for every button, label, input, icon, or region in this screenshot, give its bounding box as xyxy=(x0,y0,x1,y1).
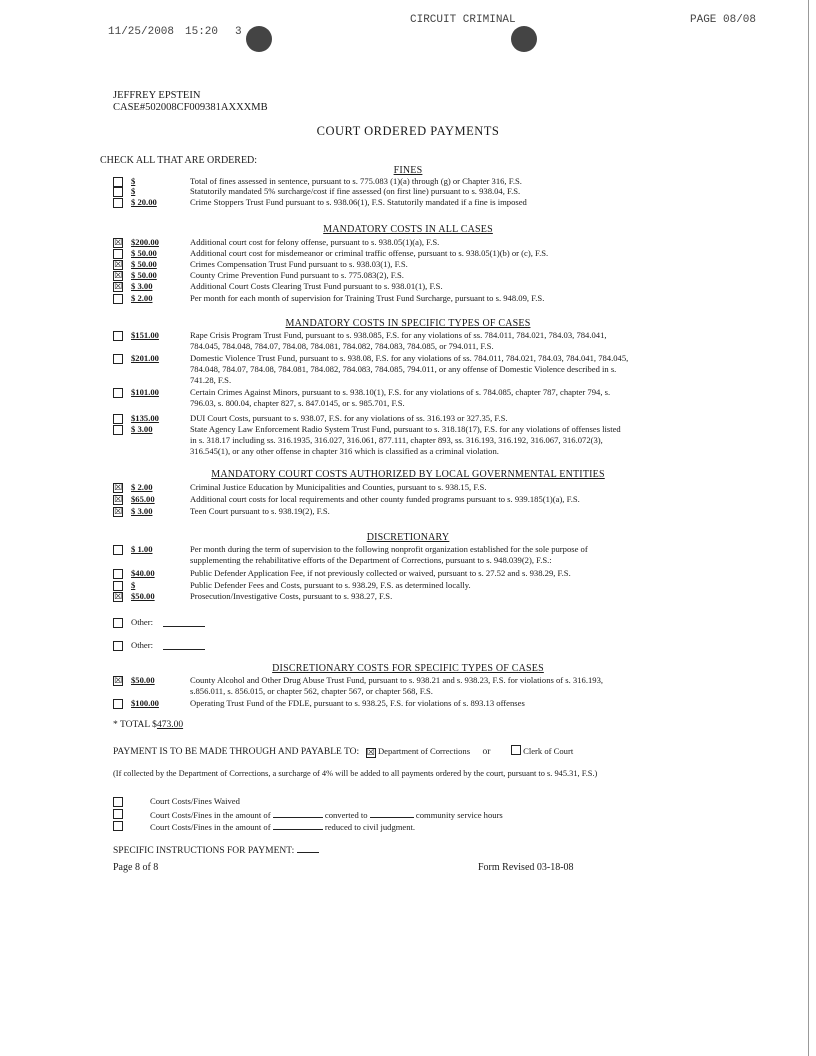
other-label: Other: xyxy=(131,640,153,650)
row-amount: $50.00 xyxy=(131,675,155,685)
row-amount: $151.00 xyxy=(131,330,159,340)
row-amount: $ 20.00 xyxy=(131,197,157,207)
row-amount: $101.00 xyxy=(131,387,159,397)
section-mandatory-specific: MANDATORY COSTS IN SPECIFIC TYPES OF CASES xyxy=(285,318,531,329)
row-description: Domestic Violence Trust Fund, pursuant to s. 938.08, F.S. for any violations of ss. 784.011, 784.021, 784.03, 784.041, 784.045, 784.048, 784.07, 784.08, 784.081, 784.082, 784.083, 784.085, 794.011, or any offense of Domestic Violence described in s. 741.28, F.S. xyxy=(190,353,629,385)
fax-date: 11/25/2008 xyxy=(108,26,175,38)
row-amount: $ xyxy=(131,176,136,186)
row-description: County Alcohol and Other Drug Abuse Trust Fund, pursuant to s. 938.21 and s. 938.23, F.S. for violations of s. 316.193, s.856.011, s. 856.015, or chapter 562, chapter 567, or chapter 568, F.S. xyxy=(190,675,604,696)
total-value: 473.00 xyxy=(156,720,184,730)
reduced-text xyxy=(150,820,415,833)
row-amount: $ 50.00 xyxy=(131,248,157,258)
row-description: Crimes Compensation Trust Fund pursuant to s. 938.03(1), F.S. xyxy=(190,259,408,269)
waived-label: Court Costs/Fines Waived xyxy=(150,796,240,806)
row-description: Total of fines assessed in sentence, pursuant to s. 775.083 (1)(a) through (g) or Chapter 316, F.S. xyxy=(190,176,522,186)
row-description: Certain Crimes Against Minors, pursuant to s. 938.10(1), F.S. for any violations of s. 784.085, chapter 787, chapter 794, s. 796.03, s. 800.04, chapter 827, s. 847.0145, or s. 985.701, F.S. xyxy=(190,387,611,408)
waived-checkbox[interactable] xyxy=(113,797,123,807)
row-amount: $ xyxy=(131,186,136,196)
row-description: Operating Trust Fund of the FDLE, pursuant to s. 938.25, F.S. for violations of s. 893.13 offenses xyxy=(190,698,525,708)
row-description: Additional Court Costs Clearing Trust Fund pursuant to s. 938.01(1), F.S. xyxy=(190,281,443,291)
page-title: COURT ORDERED PAYMENTS xyxy=(316,124,500,138)
defendant-name: JEFFREY EPSTEIN xyxy=(113,90,201,101)
total-label: * TOTAL $ xyxy=(113,720,157,730)
reduced-suffix: reduced to civil judgment. xyxy=(324,822,416,832)
row-checkbox[interactable]: ☒ xyxy=(114,483,123,493)
payment-through-label: PAYMENT IS TO BE MADE THROUGH AND PAYABLE TO: xyxy=(113,747,360,757)
payee-or: or xyxy=(482,747,491,757)
row-amount: $201.00 xyxy=(131,353,159,363)
punch-hole-left xyxy=(246,26,272,52)
specific-instructions-label: SPECIFIC INSTRUCTIONS FOR PAYMENT: xyxy=(113,846,295,856)
converted-hours-blank[interactable] xyxy=(370,808,414,818)
row-amount: $ 2.00 xyxy=(131,293,153,303)
row-checkbox[interactable] xyxy=(113,425,123,435)
payee-clerk-checkbox[interactable] xyxy=(511,745,521,755)
row-checkbox[interactable] xyxy=(113,198,123,208)
total xyxy=(113,720,183,730)
row-checkbox[interactable]: ☒ xyxy=(114,676,123,686)
converted-prefix: Court Costs/Fines in the amount of xyxy=(150,810,271,820)
fax-page: PAGE 08/08 xyxy=(690,14,757,26)
row-description: Per month during the term of supervision to the following nonprofit organization established for the sole purpose of supplementing the rehabilitative efforts of the Department of Corrections, pursuant to s. 948.039(2), F.S.: xyxy=(190,544,588,565)
row-amount: $ xyxy=(131,580,136,590)
reduced-checkbox[interactable] xyxy=(113,821,123,831)
payee-doc-checkbox[interactable]: ☒ xyxy=(366,748,375,758)
other-label: Other: xyxy=(131,617,153,627)
row-amount: $ 50.00 xyxy=(131,259,157,269)
row-description: Statutorily mandated 5% surcharge/cost if fine assessed (on first line) pursuant to s. 938.04, F.S. xyxy=(190,186,521,196)
row-checkbox[interactable]: ☒ xyxy=(114,495,123,505)
row-checkbox[interactable] xyxy=(113,177,123,187)
row-amount: $ 3.00 xyxy=(131,506,153,516)
section-discretionary: DISCRETIONARY xyxy=(366,532,450,543)
row-checkbox[interactable] xyxy=(113,414,123,424)
row-amount: $200.00 xyxy=(131,237,159,247)
row-amount: $ 3.00 xyxy=(131,281,153,291)
row-amount: $135.00 xyxy=(131,413,159,423)
row-checkbox[interactable] xyxy=(113,331,123,341)
fax-sender: CIRCUIT CRIMINAL xyxy=(410,14,516,26)
row-description: Public Defender Application Fee, if not previously collected or waived, pursuant to s. 27.52 and s. 938.29, F.S. xyxy=(190,568,571,578)
section-fines: FINES xyxy=(393,165,423,176)
row-checkbox[interactable] xyxy=(113,354,123,364)
row-description: Teen Court pursuant to s. 938.19(2), F.S. xyxy=(190,506,330,516)
row-checkbox[interactable]: ☒ xyxy=(114,507,123,517)
row-description: Additional court cost for felony offense, pursuant to s. 938.05(1)(a), F.S. xyxy=(190,237,440,247)
row-checkbox[interactable] xyxy=(113,294,123,304)
fax-number: 3 xyxy=(235,26,242,38)
row-checkbox[interactable] xyxy=(113,569,123,579)
row-description: County Crime Prevention Fund pursuant to s. 775.083(2), F.S. xyxy=(190,270,404,280)
converted-mid: converted to xyxy=(324,810,368,820)
row-checkbox[interactable]: ☒ xyxy=(114,592,123,602)
reduced-prefix: Court Costs/Fines in the amount of xyxy=(150,822,271,832)
row-amount: $65.00 xyxy=(131,494,155,504)
section-local: MANDATORY COURT COSTS AUTHORIZED BY LOCAL GOVERNMENTAL ENTITIES xyxy=(211,469,605,480)
converted-checkbox[interactable] xyxy=(113,809,123,819)
row-description: DUI Court Costs, pursuant to s. 938.07, F.S. for any violations of ss. 316.193 or 327.35, F.S. xyxy=(190,413,508,423)
converted-amount-blank[interactable] xyxy=(273,808,323,818)
payee-clerk-label: Clerk of Court xyxy=(523,746,574,756)
fax-edge-line xyxy=(808,0,809,1056)
row-description: Additional court costs for local requirements and other county funded programs pursuant to s. 939.185(1)(a), F.S. xyxy=(190,494,580,504)
row-amount: $100.00 xyxy=(131,698,159,708)
row-amount: $ 3.00 xyxy=(131,424,153,434)
row-description: Criminal Justice Education by Municipalities and Counties, pursuant to s. 938.15, F.S. xyxy=(190,482,487,492)
surcharge-note: (If collected by the Department of Corrections, a surcharge of 4% will be added to all payments ordered by the court, pursuant to s. 945.31, F.S.) xyxy=(113,769,598,778)
section-mandatory-all: MANDATORY COSTS IN ALL CASES xyxy=(323,224,493,235)
row-checkbox[interactable]: ☒ xyxy=(114,282,123,292)
form-revised: Form Revised 03-18-08 xyxy=(478,862,574,873)
row-amount: $ 1.00 xyxy=(131,544,153,554)
row-description: Crime Stoppers Trust Fund pursuant to s. 938.06(1), F.S. Statutorily mandated if a fine is imposed xyxy=(190,197,527,207)
other-checkbox[interactable] xyxy=(113,641,123,651)
specific-instructions xyxy=(113,843,319,856)
row-amount: $ 50.00 xyxy=(131,270,157,280)
row-description: Additional court cost for misdemeanor or criminal traffic offense, pursuant to s. 938.05(1)(b) or (c), F.S. xyxy=(190,248,549,258)
row-checkbox[interactable]: ☒ xyxy=(114,260,123,270)
row-description: Rape Crisis Program Trust Fund, pursuant to s. 938.085, F.S. for any violations of ss. 784.011, 784.021, 784.03, 784.041, 784.045, 784.048, 784.07, 784.08, 784.081, 784.082, 784.083, 784.085, or 794.011, F.S. xyxy=(190,330,607,351)
row-checkbox[interactable]: ☒ xyxy=(114,271,123,281)
row-description: State Agency Law Enforcement Radio System Trust Fund, pursuant to s. 318.18(17), F.S. for any violations of offenses listed in s. 318.17 including ss. 316.1935, 316.027, 316.061, 877.111, chapter 893, ss. 316.193, 316.192, 316.067, 316.072(3), 316.545(1), or any other offense in chapter 316 which is classified as a criminal violation. xyxy=(190,424,621,456)
page-number: Page 8 of 8 xyxy=(113,862,159,873)
row-description: Per month for each month of supervision for Training Trust Fund Surcharge, pursuant to s. 948.09, F.S. xyxy=(190,293,545,303)
row-amount: $ 2.00 xyxy=(131,482,153,492)
row-description: Prosecution/Investigative Costs, pursuant to s. 938.27, F.S. xyxy=(190,591,393,601)
punch-hole-right xyxy=(511,26,537,52)
row-checkbox[interactable] xyxy=(113,545,123,555)
row-checkbox[interactable] xyxy=(113,388,123,398)
row-checkbox[interactable]: ☒ xyxy=(114,238,123,248)
row-amount: $50.00 xyxy=(131,591,155,601)
row-description: Public Defender Fees and Costs, pursuant to s. 938.29, F.S. as determined locally. xyxy=(190,580,471,590)
specific-instructions-blank[interactable] xyxy=(297,843,319,853)
converted-suffix: community service hours xyxy=(415,810,503,820)
row-checkbox[interactable] xyxy=(113,249,123,259)
row-amount: $40.00 xyxy=(131,568,155,578)
case-number: CASE#502008CF009381AXXXMB xyxy=(113,102,268,113)
row-checkbox[interactable] xyxy=(113,699,123,709)
row-checkbox[interactable] xyxy=(113,581,123,591)
reduced-amount-blank[interactable] xyxy=(273,820,323,830)
payment-through xyxy=(113,744,573,757)
check-all-label: CHECK ALL THAT ARE ORDERED: xyxy=(100,155,258,166)
payee-doc-label: Department of Corrections xyxy=(377,746,471,756)
fax-time: 15:20 xyxy=(185,26,219,38)
other-blank[interactable] xyxy=(163,640,205,650)
row-checkbox[interactable] xyxy=(113,187,123,197)
other-blank[interactable] xyxy=(163,617,205,627)
other-checkbox[interactable] xyxy=(113,618,123,628)
section-discretionary-specific: DISCRETIONARY COSTS FOR SPECIFIC TYPES OF CASES xyxy=(272,663,544,674)
